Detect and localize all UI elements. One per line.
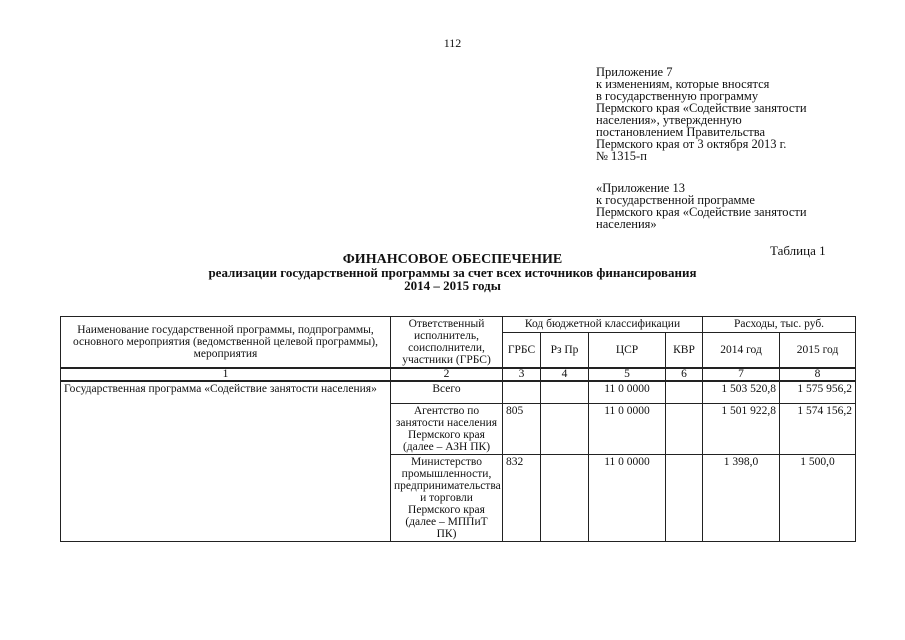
csr-cell: 11 0 0000 <box>589 381 666 403</box>
expense-2015-cell: 1 575 956,2 <box>780 381 856 403</box>
annex-13-line: Пермского края «Содействие занятости <box>596 205 807 219</box>
expense-2015-cell: 1 574 156,2 <box>780 403 856 454</box>
rzpr-cell <box>541 454 589 541</box>
program-name-cell: Государственная программа «Содействие занятости населения» <box>61 381 391 541</box>
annex-7-line: Приложение 7 <box>596 65 673 79</box>
document-title <box>0 253 905 292</box>
financing-table <box>60 316 856 542</box>
column-number: 7 <box>703 368 780 381</box>
annex-13-block <box>596 182 886 230</box>
annex-7-line: № 1315-п <box>596 149 647 163</box>
executor-cell: Министерство промышленности, предпринимательства и торговли Пермского края (далее – МППиТ ПК) <box>391 454 503 541</box>
header-csr: ЦСР <box>589 332 666 368</box>
rzpr-cell <box>541 403 589 454</box>
expense-2014-cell: 1 398,0 <box>703 454 780 541</box>
rzpr-cell <box>541 381 589 403</box>
column-number: 1 <box>61 368 391 381</box>
annex-7-line: Пермского края от 3 октября 2013 г. <box>596 137 787 151</box>
table-label: Таблица 1 <box>770 243 826 258</box>
header-2015: 2015 год <box>780 332 856 368</box>
executor-cell: Всего <box>391 381 503 403</box>
title-line-2: реализации государственной программы за счет всех источников финансирования <box>208 265 697 280</box>
grbs-cell: 832 <box>503 454 541 541</box>
grbs-cell <box>503 381 541 403</box>
kvr-cell <box>666 454 703 541</box>
column-number: 2 <box>391 368 503 381</box>
title-line-3: 2014 – 2015 годы <box>404 278 501 293</box>
expense-2014-cell: 1 501 922,8 <box>703 403 780 454</box>
annex-7-line: к изменениям, которые вносятся <box>596 77 770 91</box>
header-budget-code: Код бюджетной классификации <box>503 317 703 333</box>
title-line-1: ФИНАНСОВОЕ ОБЕСПЕЧЕНИЕ <box>342 252 563 267</box>
page-number: 112 <box>443 36 462 50</box>
kvr-cell <box>666 381 703 403</box>
column-number: 8 <box>780 368 856 381</box>
annex-7-block <box>596 66 886 162</box>
annex-13-line: «Приложение 13 <box>596 181 685 195</box>
grbs-cell: 805 <box>503 403 541 454</box>
annex-13-line: населения» <box>596 217 657 231</box>
header-grbs: ГРБС <box>503 332 541 368</box>
expense-2014-cell: 1 503 520,8 <box>703 381 780 403</box>
column-number: 4 <box>541 368 589 381</box>
column-number: 3 <box>503 368 541 381</box>
expense-2015-cell: 1 500,0 <box>780 454 856 541</box>
table-row <box>61 381 856 403</box>
column-number: 5 <box>589 368 666 381</box>
header-name: Наименование государственной программы, подпрограммы, основного мероприятия (ведомственной целевой программы), мероприятия <box>61 317 391 369</box>
csr-cell: 11 0 0000 <box>589 454 666 541</box>
executor-cell: Агентство по занятости населения Пермского края (далее – АЗН ПК) <box>391 403 503 454</box>
column-number: 6 <box>666 368 703 381</box>
annex-7-line: в государственную программу <box>596 89 759 103</box>
annex-7-line: постановлением Правительства <box>596 125 766 139</box>
annex-13-line: к государственной программе <box>596 193 755 207</box>
header-2014: 2014 год <box>703 332 780 368</box>
annex-7-line: Пермского края «Содействие занятости <box>596 101 807 115</box>
csr-cell: 11 0 0000 <box>589 403 666 454</box>
header-kvr: КВР <box>666 332 703 368</box>
kvr-cell <box>666 403 703 454</box>
annex-7-line: населения», утвержденную <box>596 113 742 127</box>
header-rzpr: Рз Пр <box>541 332 589 368</box>
header-executor: Ответственный исполнитель, соисполнители, участники (ГРБС) <box>391 317 503 369</box>
column-number-row <box>61 368 856 381</box>
header-expenses: Расходы, тыс. руб. <box>703 317 856 333</box>
